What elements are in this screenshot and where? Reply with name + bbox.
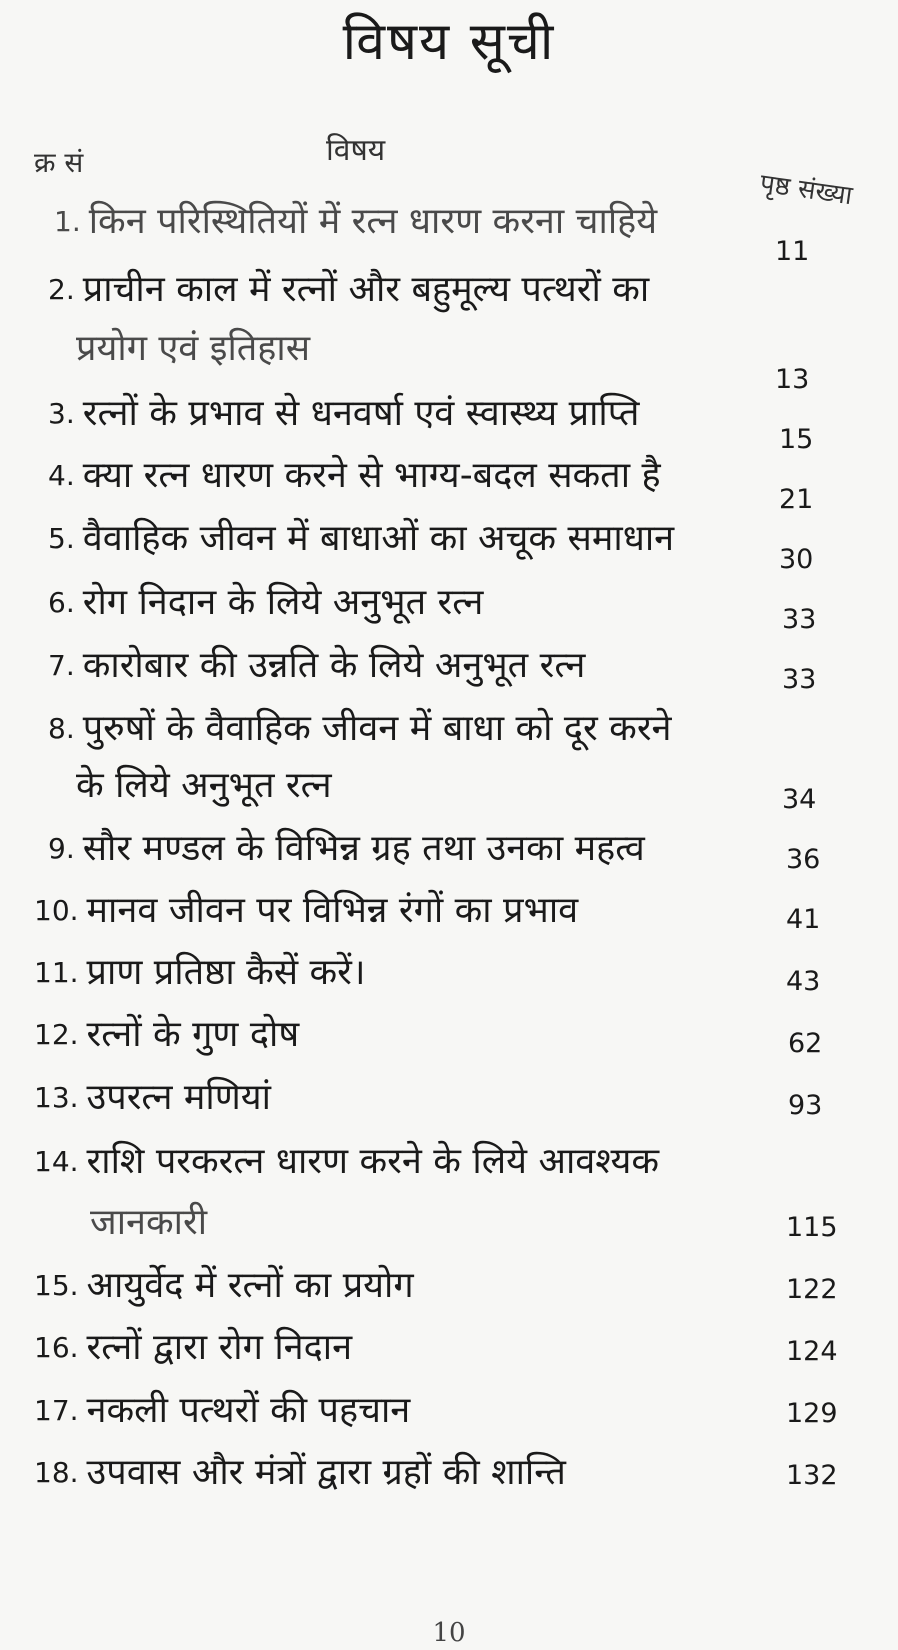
- page-title: विषय सूची: [342, 12, 556, 72]
- entry-number: 4.: [48, 459, 75, 492]
- entry-page-number: 30: [779, 544, 814, 575]
- entry-page-number: 62: [788, 1028, 823, 1059]
- entry-page-number: 132: [786, 1460, 838, 1491]
- entry-page-number: 33: [782, 604, 817, 635]
- entry-title: रोग निदान के लिये अनुभूत रत्न: [82, 582, 484, 623]
- entry-title: राशि परकरत्न धारण करने के लिये आवश्यक: [86, 1141, 660, 1182]
- entry-number: 7.: [48, 649, 75, 682]
- entry-page-number: 34: [782, 784, 817, 815]
- entry-title: प्राचीन काल में रत्नों और बहुमूल्य पत्थरों का: [82, 269, 650, 310]
- entry-page-number: 43: [786, 966, 821, 997]
- entry-title: प्राण प्रतिष्ठा कैसें करें।: [86, 952, 366, 993]
- entry-title: वैवाहिक जीवन में बाधाओं का अचूक समाधान: [82, 518, 675, 559]
- entry-number: 16.: [34, 1331, 79, 1364]
- entry-page-number: 41: [786, 904, 821, 935]
- footer-page-number: 10: [432, 1618, 466, 1648]
- entry-number: 14.: [34, 1145, 79, 1178]
- entry-page-number: 36: [786, 844, 821, 875]
- entry-page-number: 129: [786, 1398, 838, 1429]
- entry-number: 1.: [54, 205, 81, 238]
- entry-title: रत्नों के गुण दोष: [86, 1014, 300, 1055]
- entry-number: 12.: [34, 1018, 79, 1051]
- serial-column-header: क्र सं: [34, 146, 84, 179]
- entry-number: 15.: [34, 1269, 79, 1302]
- entry-page-number: 15: [779, 424, 814, 455]
- entry-number: 9.: [48, 832, 75, 865]
- entry-number: 18.: [34, 1456, 79, 1489]
- entry-title-continued: के लिये अनुभूत रत्न: [76, 765, 332, 806]
- entry-page-number: 93: [788, 1090, 823, 1121]
- entry-number: 6.: [48, 586, 75, 619]
- entry-number: 2.: [48, 273, 75, 306]
- entry-number: 13.: [34, 1081, 79, 1114]
- entry-title: उपरत्न मणियां: [86, 1077, 271, 1118]
- entry-number: 11.: [34, 956, 79, 989]
- entry-title-continued: प्रयोग एवं इतिहास: [76, 328, 311, 369]
- entry-page-number: 115: [786, 1212, 838, 1243]
- entry-page-number: 11: [775, 236, 810, 267]
- entry-page-number: 122: [786, 1274, 838, 1305]
- entry-number: 5.: [48, 522, 75, 555]
- entry-title: रत्नों के प्रभाव से धनवर्षा एवं स्वास्थ्य प्राप्ति: [82, 393, 640, 434]
- entry-title: सौर मण्डल के विभिन्न ग्रह तथा उनका महत्व: [82, 828, 645, 869]
- entry-number: 8.: [48, 712, 75, 745]
- entry-page-number: 13: [775, 364, 810, 395]
- entry-title: उपवास और मंत्रों द्वारा ग्रहों की शान्ति: [86, 1452, 566, 1493]
- entry-title: कारोबार की उन्नति के लिये अनुभूत रत्न: [82, 645, 586, 686]
- entry-number: 17.: [34, 1394, 79, 1427]
- entry-title: नकली पत्थरों की पहचान: [86, 1390, 411, 1431]
- entry-title: पुरुषों के वैवाहिक जीवन में बाधा को दूर करने: [82, 708, 672, 749]
- entry-title: रत्नों द्वारा रोग निदान: [86, 1327, 353, 1368]
- topic-column-header: विषय: [326, 133, 386, 168]
- entry-number: 10.: [34, 894, 79, 927]
- entry-page-number: 33: [782, 664, 817, 695]
- entry-title: आयुर्वेद में रत्नों का प्रयोग: [86, 1265, 414, 1306]
- entry-title: किन परिस्थितियों में रत्न धारण करना चाहिये: [88, 201, 658, 242]
- entry-title: मानव जीवन पर विभिन्न रंगों का प्रभाव: [86, 890, 579, 931]
- entry-title: क्या रत्न धारण करने से भाग्य-बदल सकता है: [82, 455, 661, 496]
- entry-title-continued: जानकारी: [90, 1202, 208, 1243]
- entry-page-number: 21: [779, 484, 814, 515]
- entry-page-number: 124: [786, 1336, 838, 1367]
- entry-number: 3.: [48, 397, 75, 430]
- page-column-header: पृष्ठ संख्या: [758, 168, 855, 212]
